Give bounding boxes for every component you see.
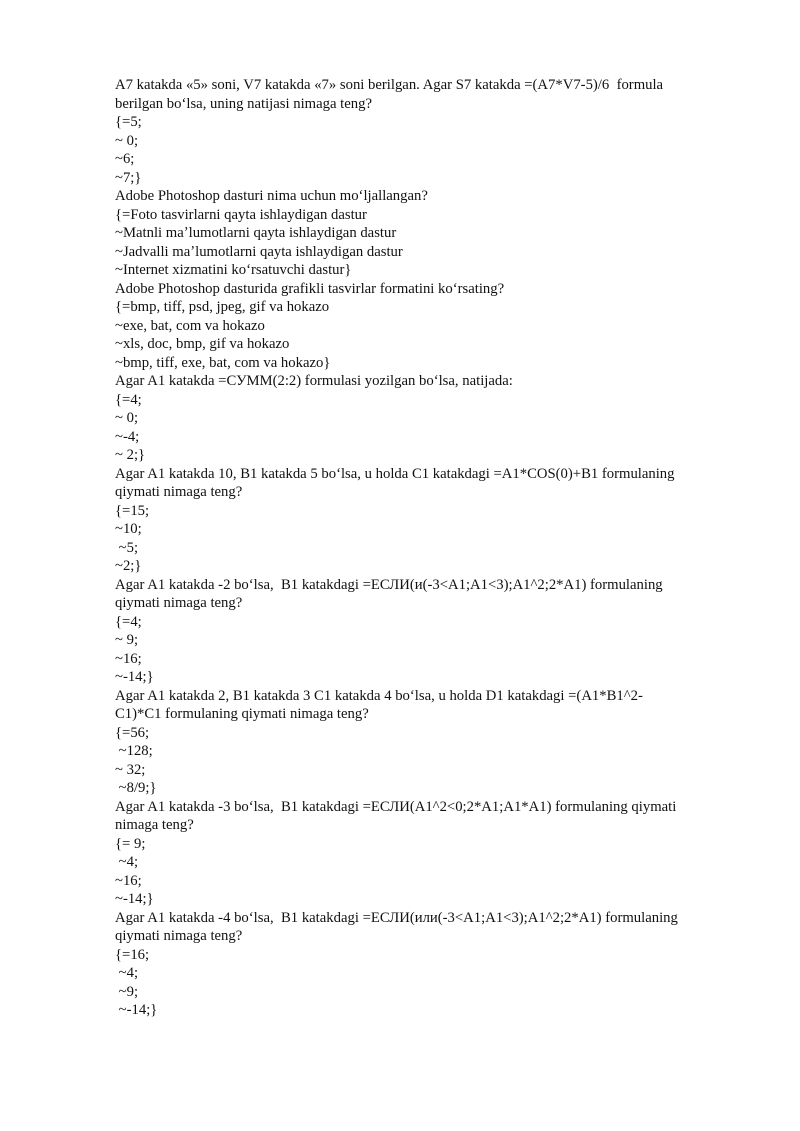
answer-option: ~Internet xizmatini koʻrsatuvchi dastur} (115, 262, 352, 278)
answer-option: {=Foto tasvirlarni qayta ishlaydigan dastur (115, 206, 367, 223)
answer-option: ~xls, doc, bmp, gif va hokazo (115, 336, 290, 352)
answer-option: ~exe, bat, com va hokazo (115, 317, 265, 334)
answer-option: ~4; (115, 854, 139, 870)
question-text: Agar A1 katakda -4 boʻlsa, B1 katakdagi =ЕСЛИ(или(-3<A1;A1<3);A1^2;2*A1) formulaning (115, 909, 678, 926)
answer-option: ~ 32; (115, 761, 146, 778)
question-text: C1)*C1 formulaning qiymati nimaga teng? (115, 706, 369, 722)
question-text: Agar A1 katakda 2, B1 katakda 3 C1 katakda 4 boʻlsa, u holda D1 katakdagi =(A1*B1^2- (115, 687, 643, 704)
answer-option: ~ 0; (115, 410, 139, 426)
question-7 (115, 687, 745, 798)
answer-option: ~4; (115, 965, 139, 981)
question-text: berilgan boʻlsa, uning natijasi nimaga teng? (115, 95, 372, 112)
answer-option: ~9; (115, 983, 139, 1000)
question-text: Adobe Photoshop dasturida grafikli tasvirlar formatini koʻrsating? (115, 280, 505, 297)
answer-option: ~-4; (115, 428, 140, 445)
answer-option: {=16; (115, 946, 150, 963)
question-3 (115, 280, 745, 373)
answer-option: ~Matnli maʼlumotlarni qayta ishlaydigan dastur (115, 225, 397, 241)
answer-option: {=bmp, tiff, psd, jpeg, gif va hokazo (115, 299, 330, 315)
answer-option: ~ 2;} (115, 447, 146, 463)
question-text: Agar A1 katakda =СУММ(2:2) formulasi yozilgan boʻlsa, natijada: (115, 373, 513, 389)
document-body (115, 76, 745, 1020)
answer-option: {= 9; (115, 835, 146, 852)
question-text: Agar A1 katakda -2 boʻlsa, B1 katakdagi =ЕСЛИ(и(-3<A1;A1<3);A1^2;2*A1) formulaning (115, 576, 663, 593)
question-2 (115, 187, 745, 280)
answer-option: ~-14;} (115, 891, 154, 907)
answer-option: {=56; (115, 724, 150, 741)
answer-option: ~7;} (115, 169, 142, 186)
question-text: qiymati nimaga teng? (115, 595, 243, 611)
question-8 (115, 798, 745, 909)
question-text: nimaga teng? (115, 817, 194, 833)
question-text: qiymati nimaga teng? (115, 484, 243, 500)
question-9 (115, 909, 745, 1020)
question-text: A7 katakda «5» soni, V7 katakda «7» soni berilgan. Agar S7 katakda =(A7*V7-5)/6 formula (115, 77, 664, 93)
answer-option: ~16; (115, 650, 142, 667)
answer-option: ~6; (115, 151, 135, 167)
answer-option: ~Jadvalli maʼlumotlarni qayta ishlaydigan dastur (115, 243, 403, 260)
question-4 (115, 372, 745, 465)
answer-option: ~8/9;} (115, 780, 157, 796)
answer-option: {=4; (115, 391, 142, 408)
question-text: Agar A1 katakda -3 boʻlsa, B1 katakdagi =ЕСЛИ(A1^2<0;2*A1;A1*A1) formulaning qiymati (115, 798, 677, 815)
question-text: qiymati nimaga teng? (115, 928, 243, 944)
answer-option: ~-14;} (115, 669, 154, 685)
answer-option: ~5; (115, 539, 139, 556)
answer-option: ~bmp, tiff, exe, bat, com va hokazo} (115, 354, 331, 371)
answer-option: {=4; (115, 613, 142, 630)
answer-option: ~ 9; (115, 632, 139, 648)
question-1 (115, 76, 745, 187)
question-6 (115, 576, 745, 687)
answer-option: ~128; (115, 743, 153, 759)
answer-option: ~2;} (115, 558, 142, 574)
question-5 (115, 465, 745, 576)
answer-option: ~16; (115, 872, 142, 889)
answer-option: {=5; (115, 114, 142, 130)
answer-option: {=15; (115, 502, 150, 519)
answer-option: ~10; (115, 521, 142, 537)
question-text: Adobe Photoshop dasturi nima uchun moʻljallangan? (115, 188, 428, 204)
answer-option: ~ 0; (115, 132, 139, 149)
answer-option: ~-14;} (115, 1002, 158, 1018)
question-text: Agar A1 katakda 10, B1 katakda 5 boʻlsa, u holda C1 katakdagi =A1*COS(0)+B1 formulaning (115, 465, 675, 482)
